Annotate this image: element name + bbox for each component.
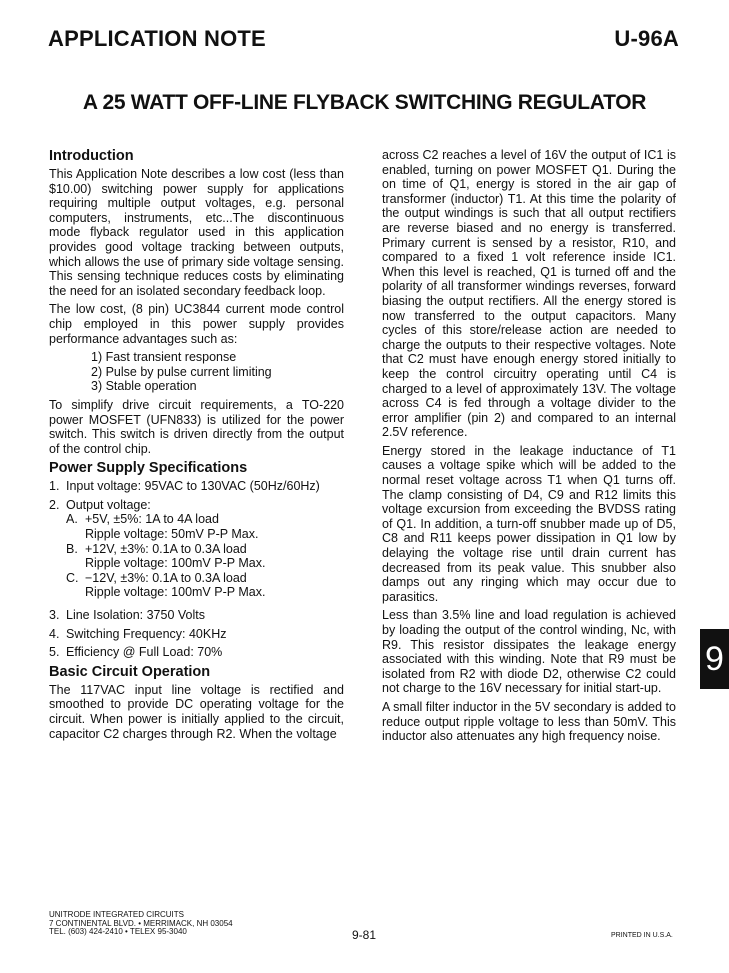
sub-ripple: Ripple voltage: 100mV P-P Max. (85, 585, 266, 600)
specifications-heading: Power Supply Specifications (49, 460, 248, 477)
advantages-list (49, 350, 344, 394)
footer-address (49, 911, 233, 937)
right-paragraph-2: Energy stored in the leakage inductance of T1 causes a voltage spike which will be added to the normal reset voltage across T1 when Q1 turns off. The clamp consisting of D4, C9 and R12 limits this voltage excursion from exceeding the BVDSS rating of Q1. In addition, a turn-off snubber made up of D5, C8 and R11 keeps power dissipation in Q1 low by delaying the voltage rise until drain current has decreased from its peak value. This snubber also damps out any ringing which may occur due to parasitics. (382, 443, 676, 604)
footer-line: UNITRODE INTEGRATED CIRCUITS (49, 910, 184, 919)
sub-letter: C. (66, 570, 79, 585)
sub-main: +12V, ±3%: 0.1A to 0.3A load (85, 541, 247, 556)
output-voltage-list (66, 512, 265, 600)
footer-line: TEL. (603) 424-2410 • TELEX 95-3040 (49, 927, 187, 937)
spec-text: Efficiency @ Full Load: 70% (66, 645, 223, 660)
list-item: 2) Pulse by pulse current limiting (91, 364, 272, 379)
section-tab: 9 (700, 629, 729, 689)
header-left: APPLICATION NOTE (48, 26, 266, 51)
spec-number: 2. (49, 497, 60, 512)
printed-note: PRINTED IN U.S.A. (611, 932, 673, 939)
specifications-list (49, 479, 344, 660)
basic-operation-heading: Basic Circuit Operation (49, 663, 211, 680)
sub-ripple: Ripple voltage: 100mV P-P Max. (85, 556, 266, 571)
spec-item (49, 627, 344, 642)
page-number: 9-81 (352, 928, 377, 942)
right-paragraph-1: across C2 reaches a level of 16V the output of IC1 is enabled, turning on power MOSFET Q1. During the on time of Q1, energy is stored in the air gap of transformer (inductor) T1. At this time the polarity of the output windings is such that all output rectifiers are reverse biased and no energy is transferred. Primary current is sensed by a resistor, R10, and compared to a fixed 1 volt reference inside IC1. When this level is reached, Q1 is turned off and the polarity of all transformer windings reverses, forward biasing the output rectifiers. All the energy stored is now transferred to the output capacitors. Many cycles of this store/release action are needed to charge the outputs to their respective voltages. Note that C2 must have enough energy stored initially to keep the control circuitry operating until C4 is charged to a level of approximately 13V. The voltage across C4 is fed through a voltage divider to the error amplifier (pin 2) and compared to an internal 2.5V reference. (382, 148, 676, 440)
header-right: U-96A (614, 26, 679, 51)
spec-item (49, 498, 344, 604)
spec-item (49, 645, 344, 660)
basic-paragraph-1: The 117VAC input line voltage is rectified and smoothed to provide DC operating voltage for the circuit. When power is initially applied to the circuit, capacitor C2 charges through R2. When the voltage (49, 682, 344, 741)
introduction-heading: Introduction (49, 148, 134, 164)
right-column (382, 148, 676, 748)
spec-number: 5. (49, 645, 60, 660)
sub-ripple: Ripple voltage: 50mV P-P Max. (85, 527, 259, 542)
spec-text: Switching Frequency: 40KHz (66, 626, 227, 641)
right-paragraph-4: A small filter inductor in the 5V secondary is added to reduce output ripple voltage to less than 50mV. This inductor also attenuates any high frequency noise. (382, 699, 676, 744)
right-paragraph-3: Less than 3.5% line and load regulation is achieved by loading the output of the control winding, Nc, with R9. This resistor dissipates the leakage energy associated with this winding. Note that R9 must be isolated from R2 with diode D2, otherwise C2 could not charge to the 16V necessary for initial start-up. (382, 608, 676, 696)
sub-letter: A. (66, 512, 78, 527)
intro-paragraph-1: This Application Note describes a low cost (less than $10.00) switching power supply for applications requiring multiple output voltages, e.g. personal computers, instruments, etc...The discontinuous mode flyback regulator used in this application provides good voltage tracking between outputs, which allows the use of primary side voltage sensing. This sensing technique reduces costs by eliminating the need for an isolated secondary feedback loop. (49, 167, 344, 298)
sub-letter: B. (66, 541, 78, 556)
list-item: 1) Fast transient response (91, 350, 237, 365)
spec-item (49, 479, 344, 494)
spec-text: Line Isolation: 3750 Volts (66, 608, 205, 623)
spec-number: 4. (49, 626, 60, 641)
intro-paragraph-3: To simplify drive circuit requirements, a TO-220 power MOSFET (UFN833) is utilized for the power switch. This switch is driven directly from the output of the control chip. (49, 397, 344, 456)
page-title: A 25 WATT OFF-LINE FLYBACK SWITCHING REGULATOR (82, 91, 647, 114)
sub-main: −12V, ±3%: 0.1A to 0.3A load (85, 570, 247, 585)
sub-item (66, 571, 265, 600)
intro-paragraph-2: The low cost, (8 pin) UC3844 current mode control chip employed in this power supply provides performance advantages such as: (49, 302, 344, 346)
sub-item (66, 542, 265, 571)
spec-number: 3. (49, 608, 60, 623)
footer-line: 7 CONTINENTAL BLVD. • MERRIMACK, NH 03054 (49, 918, 233, 928)
spec-text: Output voltage: (66, 497, 151, 512)
sub-main: +5V, ±5%: 1A to 4A load (85, 512, 219, 527)
left-column (49, 148, 344, 745)
spec-text: Input voltage: 95VAC to 130VAC (50Hz/60Hz) (66, 479, 320, 494)
spec-number: 1. (49, 479, 60, 494)
list-item: 3) Stable operation (91, 379, 197, 394)
spec-item (49, 608, 344, 623)
sub-item (66, 512, 265, 541)
